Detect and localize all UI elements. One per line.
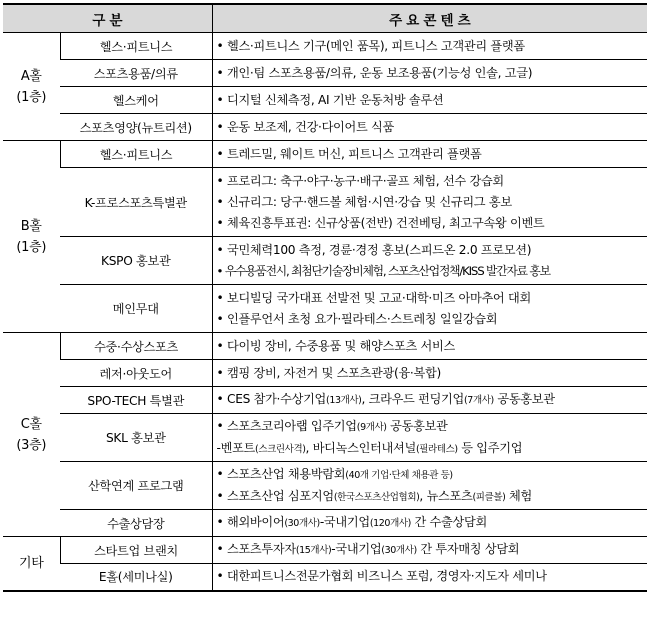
content-cell: • 운동 보조제, 건강·다이어트 식품	[212, 114, 647, 141]
category-cell: 수출상담장	[60, 510, 212, 537]
table-row	[3, 168, 647, 237]
hall-cell	[3, 333, 60, 537]
content-cell: • 디지털 신체측정, AI 기반 운동처방 솔루션	[212, 87, 647, 114]
content-cell: • 국민체력100 측정, 경륜·경정 홍보(스피드온 2.0 프로모션) • 우수용품전시, 최첨단기술장비체험, 스포츠산업정책/KISS 발간자료 홍보	[212, 237, 647, 285]
content-cell: • 스포츠코리아랩 입주기업(9개사) 공동홍보관 -벤포트(스크린사격), 바디녹스인터내셔널(필라테스) 등 입주기업	[212, 414, 647, 462]
header-contents: 주 요 콘 텐 츠	[212, 4, 647, 33]
table-row	[3, 333, 647, 360]
category-cell: 수중·수상스포츠	[60, 333, 212, 360]
category-cell: E홀(세미나실)	[60, 564, 212, 591]
hall-name: C홀	[20, 416, 42, 432]
hall-name: 기타	[18, 555, 44, 571]
table-row	[3, 360, 647, 387]
category-cell: 헬스·피트니스	[60, 141, 212, 168]
category-cell: 스포츠용품/의류	[60, 60, 212, 87]
content-cell: • 보디빌딩 국가대표 선발전 및 고교·대학·미즈 아마추어 대회 • 인플루언서 초청 요가·필라테스·스트레칭 일일강습회	[212, 285, 647, 333]
hall-name: A홀	[20, 68, 42, 84]
category-cell: 레저·아웃도어	[60, 360, 212, 387]
table-row	[3, 141, 647, 168]
content-cell: • 트레드밀, 웨이트 머신, 피트니스 고객관리 플랫폼	[212, 141, 647, 168]
content-cell: • 개인·팀 스포츠용품/의류, 운동 보조용품(기능성 인솔, 고글)	[212, 60, 647, 87]
table-row	[3, 537, 647, 564]
content-cell: • 해외바이어(30개사)-국내기업(120개사) 간 수출상담회	[212, 510, 647, 537]
content-cell: • 헬스·피트니스 기구(메인 품목), 피트니스 고객관리 플랫폼	[212, 33, 647, 60]
table-row	[3, 87, 647, 114]
category-cell: 산학연계 프로그램	[60, 462, 212, 510]
table-row	[3, 33, 647, 60]
content-cell: • 다이빙 장비, 수중용품 및 해양스포츠 서비스	[212, 333, 647, 360]
table-row	[3, 237, 647, 285]
table-row	[3, 564, 647, 591]
category-cell: 스포츠영양(뉴트리션)	[60, 114, 212, 141]
hall-name: B홀	[20, 218, 42, 234]
category-cell: 메인무대	[60, 285, 212, 333]
hall-floor: (1층)	[16, 89, 47, 105]
table-row	[3, 60, 647, 87]
category-cell: SPO-TECH 특별관	[60, 387, 212, 414]
exhibition-table	[3, 3, 647, 592]
category-cell: 헬스·피트니스	[60, 33, 212, 60]
table-row	[3, 114, 647, 141]
content-cell: • 대한피트니스전문가협회 비즈니스 포럼, 경영자·지도자 세미나	[212, 564, 647, 591]
hall-cell	[3, 537, 60, 591]
table-row	[3, 387, 647, 414]
table-row	[3, 285, 647, 333]
content-cell: • 스포츠투자자(15개사)-국내기업(30개사) 간 투자매칭 상담회	[212, 537, 647, 564]
category-cell: 스타트업 브랜치	[60, 537, 212, 564]
hall-cell	[3, 33, 60, 141]
content-cell: • CES 참가·수상기업(13개사), 크라우드 펀딩기업(7개사) 공동홍보관	[212, 387, 647, 414]
hall-floor: (1층)	[16, 239, 47, 255]
table-row	[3, 462, 647, 510]
content-cell: • 스포츠산업 채용박람회(40개 기업·단체 채용관 등) • 스포츠산업 심포지엄(한국스포츠산업협회), 뉴스포츠(피클볼) 체험	[212, 462, 647, 510]
hall-floor: (3층)	[16, 437, 47, 453]
category-cell: SKL 홍보관	[60, 414, 212, 462]
category-cell: KSPO 홍보관	[60, 237, 212, 285]
header-category: 구 분	[3, 4, 212, 33]
table-row	[3, 510, 647, 537]
hall-cell	[3, 141, 60, 333]
content-cell: • 프로리그: 축구·야구·농구·배구·골프 체험, 선수 강습회 • 신규리그: 당구·핸드볼 체험·시연·강습 및 신규리그 홍보 • 체육진흥투표권: 신규상품(전반) 건전베팅, 최고구속왕 이벤트	[212, 168, 647, 237]
table-row	[3, 414, 647, 462]
category-cell: 헬스케어	[60, 87, 212, 114]
category-cell: K-프로스포츠특별관	[60, 168, 212, 237]
table-header-row	[3, 4, 647, 33]
content-cell: • 캠핑 장비, 자전거 및 스포츠관광(융·복합)	[212, 360, 647, 387]
